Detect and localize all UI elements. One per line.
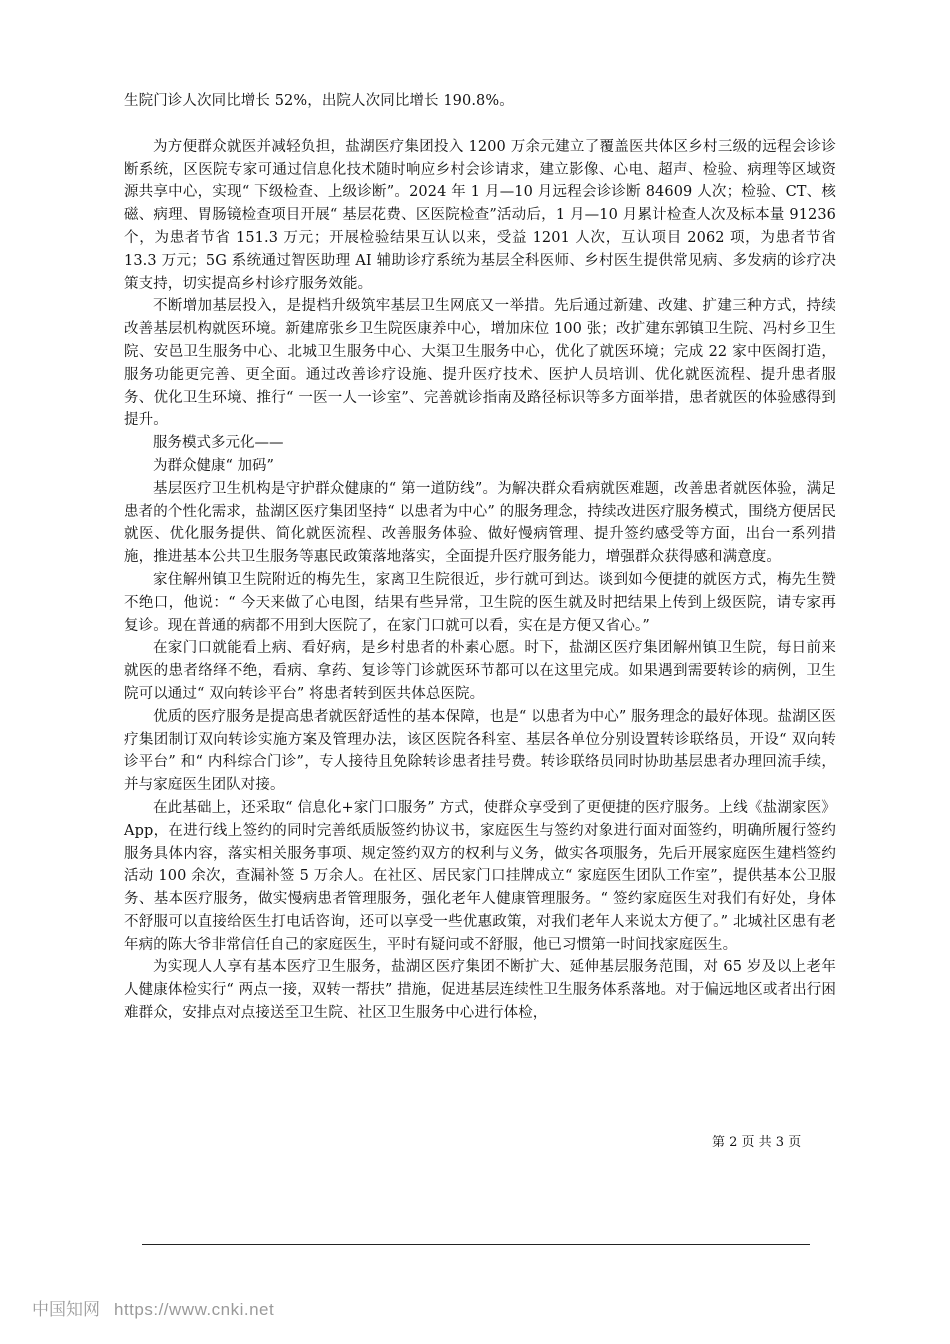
section-subheading: 为群众健康“ 加码” xyxy=(153,457,274,474)
paragraph-family-doctor: 在此基础上，还采取“ 信息化+家门口服务” 方式，使群众享受到了更便捷的医疗服务。上线《盐湖家医》App，在进行线上签约的同时完善纸质版签约协议书，家庭医生与签约对象进行面对面签约，明确所履行签约服务具体内容，落实相关服务事项、规定签约双方的权利与义务，做实各项服务，先后开展家庭医生建档签约活动 100 余次，查漏补签 5 万余人。在社区、居民家门口挂牌成立“ 家庭医生团队工作室”，提供基本公卫服务、基本医疗服务，做实慢病患者管理服务，强化老年人健康管理服务。“ 签约家庭医生对我们有好处，身体不舒服可以直接给医生打电话咨询，还可以享受一些优惠政策，对我们老年人来说太方便了。” 北城社区患有老年病的陈大爷非常信任自己的家庭医生，平时有疑问或不舒服，他已习惯第一时间找家庭医生。 xyxy=(124,799,836,953)
paragraph-grassroots-investment: 不断增加基层投入，是提档升级筑牢基层卫生网底又一举措。先后通过新建、改建、扩建三种方式，持续改善基层机构就医环境。新建席张乡卫生院医康养中心，增加床位 100 张；改扩建东郭镇卫生院、冯村乡卫生院、安邑卫生服务中心、北城卫生服务中心、大渠卫生服务中心，优化了就医环境；完成 22 家中医阁打造，服务功能更完善、更全面。通过改善诊疗设施、提升医疗技术、医护人员培训、优化就医流程、提升患者服务、优化卫生环境、推行“ 一医一人一诊室”、完善就诊指南及路径标识等多方面举措，患者就医的体验感得到提升。 xyxy=(124,298,836,429)
watermark-url: https://www.cnki.net xyxy=(114,1300,275,1319)
footer-divider xyxy=(142,1244,810,1245)
paragraph-continuation: 生院门诊人次同比增长 52%，出院人次同比增长 190.8%。 xyxy=(124,93,514,109)
page-number: 第 2 页 共 3 页 xyxy=(712,1135,802,1150)
paragraph-gap xyxy=(124,113,836,136)
paragraph-remote-consultation: 为方便群众就医并减轻负担，盐湖医疗集团投入 1200 万余元建立了覆盖医共体区乡村三级的远程会诊诊断系统，区医院专家可通过信息化技术随时响应乡村会诊请求，建立影像、心电、超声、检验、病理等区域资源共享中心，实现“ 下级检查、上级诊断”。2024 年 1 月—10 月远程会诊诊断 84609 人次；检验、CT、核磁、病理、胃肠镜检查项目开展“ 基层花费、区医院检查”活动后，1 月—10 月累计检查人次及标本量 91236 个，为患者节省 151.3 万元；开展检验结果互认以来，受益 1201 人次，互认项目 2062 项，为患者节省 13.3 万元；5G 系统通过智医助理 AI 辅助诊疗系统为基层全科医师、乡村医生提供常见病、多发病的诊疗决策支持，切实提高乡村诊疗服务效能。 xyxy=(124,138,836,292)
cnki-watermark xyxy=(32,1295,274,1320)
document-body xyxy=(124,90,836,1025)
paragraph-doorstep-care: 在家门口就能看上病、看好病，是乡村患者的朴素心愿。时下，盐湖区医疗集团解州镇卫生院，每日前来就医的患者络绎不绝，看病、拿药、复诊等门诊就医环节都可以在这里完成。如果遇到需要转诊的病例，卫生院可以通过“ 双向转诊平台” 将患者转到医共体总医院。 xyxy=(124,640,836,702)
watermark-brand: 中国知网 xyxy=(32,1300,100,1319)
paragraph-elderly-checkup: 为实现人人享有基本医疗卫生服务，盐湖区医疗集团不断扩大、延伸基层服务范围，对 65 岁及以上老年人健康体检实行“ 两点一接，双转一帮扶” 措施，促进基层连续性卫生服务体系落地。对于偏远地区或者出行困难群众，安排点对点接送至卫生院、社区卫生服务中心进行体检， xyxy=(124,959,836,1022)
section-heading: 服务模式多元化—— xyxy=(153,435,284,452)
paragraph-mr-mei: 家住解州镇卫生院附近的梅先生，家离卫生院很近，步行就可到达。谈到如今便捷的就医方式，梅先生赞不绝口，他说：“ 今天来做了心电图，结果有些异常，卫生院的医生就及时把结果上传到上级医院，请专家再复诊。现在普通的病都不用到大医院了，在家门口就可以看，实在是方便又省心。” xyxy=(124,571,836,634)
paragraph-referral: 优质的医疗服务是提高患者就医舒适性的基本保障，也是“ 以患者为中心” 服务理念的最好体现。盐湖区医疗集团制订双向转诊实施方案及管理办法，该区医院各科室、基层各单位分别设置转诊联络员，开设“ 双向转诊平台” 和“ 内科综合门诊”，专人接待且免除转诊患者挂号费。转诊联络员同时协助基层患者办理回流手续，并与家庭医生团队对接。 xyxy=(124,708,836,794)
paragraph-first-line-defense: 基层医疗卫生机构是守护群众健康的“ 第一道防线”。为解决群众看病就医难题，改善患者就医体验，满足患者的个性化需求，盐湖区医疗集团坚持“ 以患者为中心” 的服务理念，持续改进医疗服务模式，围绕方便居民就医、优化服务提供、简化就医流程、改善服务体验、做好慢病管理、提升签约感受等方面，出台一系列措施，推进基本公共卫生服务等惠民政策落地落实，全面提升医疗服务能力，增强群众获得感和满意度。 xyxy=(124,480,836,566)
